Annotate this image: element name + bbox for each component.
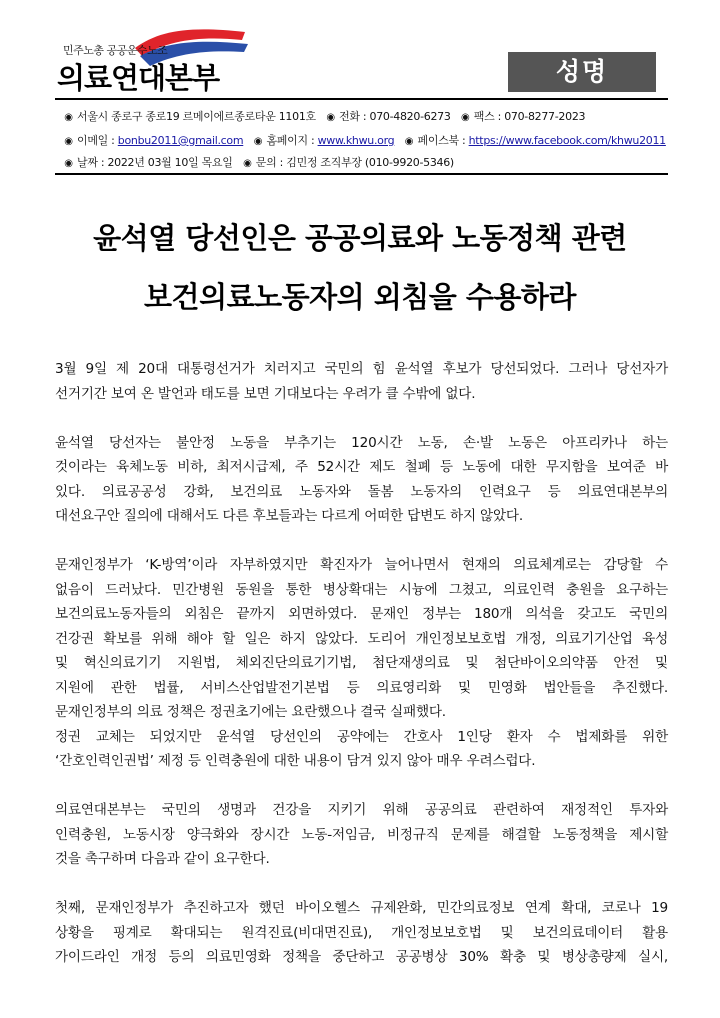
fax: 팩스 : 070-8277-2023 xyxy=(473,110,586,123)
body-line: 대선요구안 질의에 대해서도 다른 후보들과는 다르게 어떠한 답변도 하지 않았다. xyxy=(55,508,523,524)
body-line: ‘간호인력인권법’ 제정 등 인력충원에 대한 내용이 담겨 있지 않아 매우 우려스럽다. xyxy=(55,753,536,769)
bullet-icon: ◉ xyxy=(461,112,470,123)
header-divider-top xyxy=(55,98,668,100)
organization-subtitle: 민주노총 공공운수노조 xyxy=(63,44,168,57)
statement-title-line-2: 보건의료노동자의 외침을 수용하라 xyxy=(144,280,576,314)
email-link[interactable]: bonbu2011@gmail.com xyxy=(117,134,244,147)
body-line: 인력충원, 노동시장 양극화와 장시간 노동-저임금, 비정규직 문제를 해결할 노동정책을 제시할 xyxy=(55,826,668,843)
bullet-icon: ◉ xyxy=(243,158,252,169)
paragraph-3 xyxy=(55,553,668,725)
organization-name: 의료연대본부 xyxy=(57,61,220,95)
body-line: 건강권 확보를 위해 해야 할 일은 하지 않았다. 도리어 개인정보보호법 개정, 의료기기산업 육성 xyxy=(55,630,668,647)
paragraph-6 xyxy=(55,896,668,970)
address: 서울시 종로구 종로19 르메이에르종로타운 1101호 xyxy=(77,110,316,123)
body-line: 가이드라인 개정 등의 의료민영화 정책을 중단하고 공공병상 30% 확충 및 병상총량제 실시, xyxy=(55,949,668,965)
header-divider-bottom xyxy=(55,173,668,175)
body-line: 것이라는 육체노동 비하, 최저시급제, 주 52시간 제도 철폐 등 노동에 대한 무지함을 보여준 바 xyxy=(55,459,668,475)
paragraph-2 xyxy=(55,431,668,529)
body-line: 없음이 드러났다. 민간병원 동원을 통한 병상확대는 시늉에 그쳤고, 의료인력 충원을 요구하는 xyxy=(55,581,668,598)
body-line: 의료연대본부는 국민의 생명과 건강을 지키기 위해 공공의료 관련하여 재정적인 투자와 xyxy=(55,802,668,818)
contact-info-line-1 xyxy=(63,108,585,124)
facebook-label: 페이스북 : xyxy=(417,134,469,147)
email-label: 이메일 : xyxy=(77,134,118,147)
bullet-icon: ◉ xyxy=(404,136,414,147)
homepage-label: 홈페이지 : xyxy=(266,134,318,147)
body-line: 선거기간 보여 온 발언과 태도를 보면 기대보다는 우려가 클 수밖에 없다. xyxy=(55,385,476,402)
contact-person: 문의 : 김민정 조직부장 (010-9920-5346) xyxy=(255,156,454,169)
facebook-link[interactable]: https://www.facebook.com/khwu2011 xyxy=(468,134,666,147)
body-line: 보건의료노동자들의 외침은 끝까지 외면하였다. 문재인 정부는 180개 의석을 갖고도 국민의 xyxy=(55,606,668,622)
bullet-icon: ◉ xyxy=(253,136,263,147)
contact-info-line-3 xyxy=(63,154,454,170)
body-line: 문재인정부의 의료 정책은 정권초기에는 요란했으나 결국 실패했다. xyxy=(55,704,446,720)
paragraph-4 xyxy=(55,725,668,774)
bullet-icon: ◉ xyxy=(64,112,73,123)
homepage-link[interactable]: www.khwu.org xyxy=(317,134,395,147)
body-line: 지원에 관한 법률, 서비스산업발전기본법 등 의료영리화 및 민영화 법안들을 추진했다. xyxy=(55,679,668,696)
phone: 전화 : 070-4820-6273 xyxy=(339,110,451,123)
body-line: 것을 촉구하며 다음과 같이 요구한다. xyxy=(55,851,270,867)
issue-date: 날짜 : 2022년 03월 10일 목요일 xyxy=(77,156,233,169)
bullet-icon: ◉ xyxy=(64,136,73,147)
document-type-badge: 성명 xyxy=(508,52,656,92)
paragraph-1 xyxy=(55,357,668,406)
body-line: 상황을 핑계로 확대되는 원격진료(비대면진료), 개인정보보호법 및 보건의료데이터 활용 xyxy=(55,924,668,941)
paragraph-5 xyxy=(55,798,668,872)
statement-title-line-1: 윤석열 당선인은 공공의료와 노동정책 관련 xyxy=(93,221,627,255)
organization-logo xyxy=(55,26,255,96)
body-line: 3월 9일 제 20대 대통령선거가 치러지고 국민의 힘 윤석열 후보가 당선되었다. 그러나 당선자가 xyxy=(55,361,668,377)
body-line: 문재인정부가 ‘K-방역’이라 자부하였지만 확진자가 늘어나면서 현재의 의료체계로는 감당할 수 xyxy=(55,557,668,573)
bullet-icon: ◉ xyxy=(326,112,335,123)
bullet-icon: ◉ xyxy=(64,158,73,169)
body-line: 윤석열 당선자는 불안정 노동을 부추기는 120시간 노동, 손·발 노동은 아프리카나 하는 xyxy=(55,434,668,451)
body-line: 있다. 의료공공성 강화, 보건의료 노동자와 돌봄 노동자의 인력요구 등 의료연대본부의 xyxy=(55,483,668,500)
body-line: 정권 교체는 되었지만 윤석열 당선인의 공약에는 간호사 1인당 환자 수 법제화를 위한 xyxy=(55,728,668,745)
body-line: 및 혁신의료기기 지원법, 체외진단의료기기법, 첨단재생의료 및 첨단바이오의약품 안전 및 xyxy=(55,655,668,671)
letterhead xyxy=(0,0,720,175)
body-line: 첫째, 문재인정부가 추진하고자 했던 바이오헬스 규제완화, 민간의료정보 연계 확대, 코로나 19 xyxy=(55,900,668,916)
contact-info-line-2 xyxy=(63,132,666,148)
statement-body xyxy=(55,357,668,970)
